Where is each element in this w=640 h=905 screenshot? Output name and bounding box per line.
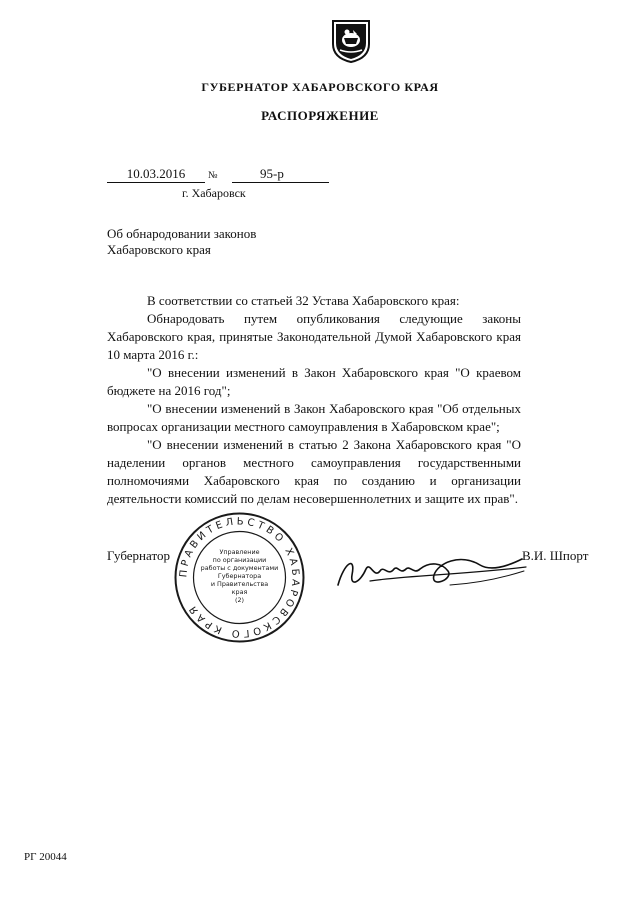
body-paragraph: Обнародовать путем опубликования следующие законы Хабаровского края, принятые Законодательной Думой Хабаровского края 10 марта 2016 г.: bbox=[107, 311, 521, 362]
body-paragraph: "О внесении изменений в статью 2 Закона Хабаровского края "О наделении органов местного самоуправления государственными полномочиями Хабаровского края по созданию и организации деятельности комиссий по делам несовершеннолетних и защите их прав". bbox=[107, 437, 521, 506]
document-city: г. Хабаровск bbox=[182, 186, 246, 200]
document-type: РАСПОРЯЖЕНИЕ bbox=[261, 108, 379, 123]
document-subject bbox=[107, 226, 256, 258]
header-title: ГУБЕРНАТОР ХАБАРОВСКОГО КРАЯ bbox=[201, 80, 439, 94]
document-date: 10.03.2016 bbox=[107, 166, 205, 183]
number-sign: № bbox=[208, 170, 218, 181]
official-seal bbox=[172, 510, 307, 645]
seal-line: (2) bbox=[234, 596, 245, 604]
coat-of-arms-icon bbox=[330, 18, 372, 64]
body-paragraph: "О внесении изменений в Закон Хабаровского края "О краевом бюджете на 2016 год"; bbox=[107, 365, 521, 398]
document-body bbox=[107, 292, 521, 508]
signer-title: Губернатор bbox=[107, 548, 170, 563]
body-paragraph: В соответствии со статьей 32 Устава Хабаровского края: bbox=[147, 293, 460, 308]
handwritten-signature bbox=[330, 545, 530, 595]
seal-line: края bbox=[231, 588, 248, 596]
signer-name: В.И. Шпорт bbox=[522, 548, 589, 563]
body-paragraph: "О внесении изменений в Закон Хабаровского края "Об отдельных вопросах организации местного самоуправления в Хабаровском крае"; bbox=[107, 401, 521, 434]
seal-line: Управление bbox=[219, 548, 260, 556]
seal-line: работы с документами bbox=[200, 564, 279, 572]
document-number: 95-р bbox=[232, 166, 329, 183]
footer-code: РГ 20044 bbox=[24, 851, 67, 863]
seal-line: Губернатора bbox=[217, 572, 262, 580]
subject-line-2: Хабаровского края bbox=[107, 242, 211, 257]
seal-line: по организации bbox=[212, 556, 267, 564]
seal-ring-text: ПРАВИТЕЛЬСТВО ХАБАРОВСКОГО КРАЯ bbox=[178, 516, 301, 639]
subject-line-1: Об обнародовании законов bbox=[107, 226, 257, 241]
seal-line: и Правительства bbox=[210, 580, 269, 588]
